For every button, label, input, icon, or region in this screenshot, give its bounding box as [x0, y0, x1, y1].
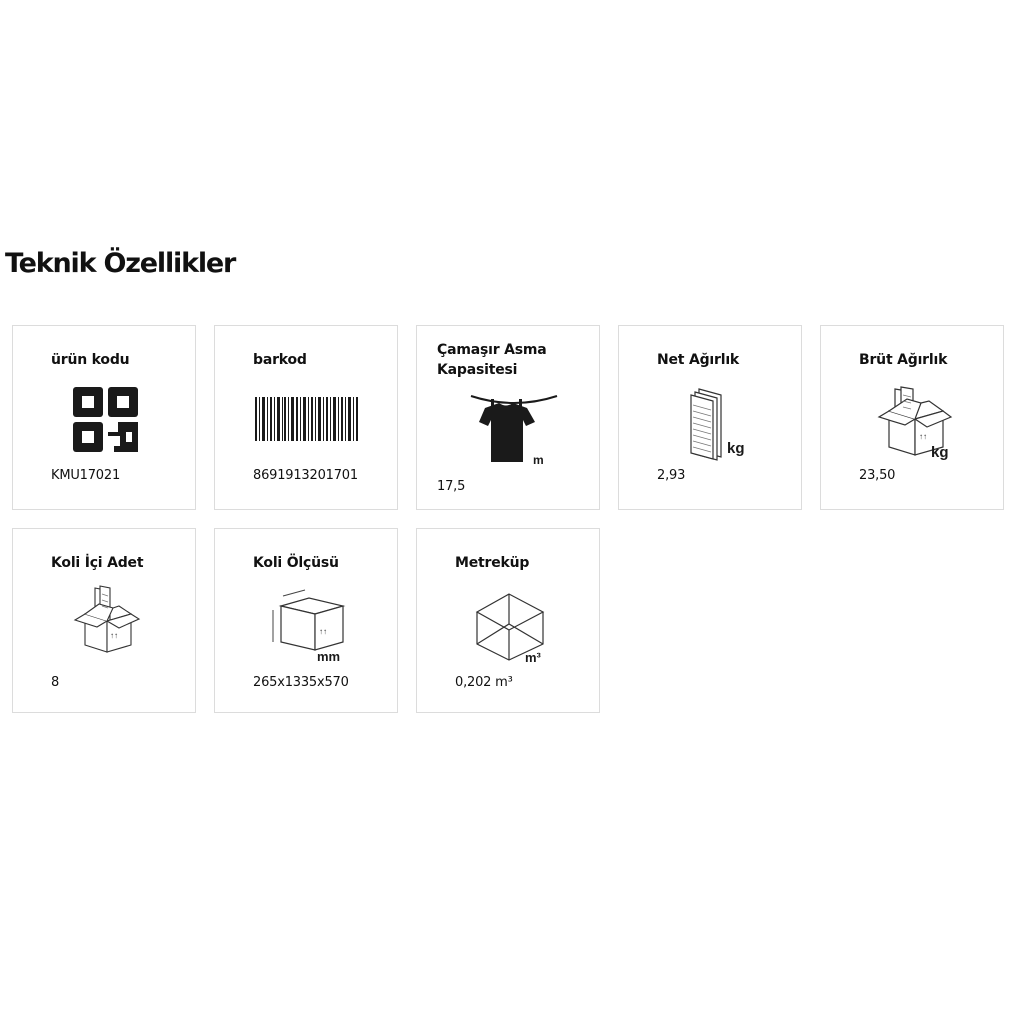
spec-value: 265x1335x570: [253, 675, 349, 690]
laundry-line-icon: [469, 388, 549, 468]
spec-value: 2,93: [657, 468, 686, 483]
svg-text:m³: m³: [525, 650, 541, 664]
svg-text:↑↑: ↑↑: [919, 432, 927, 441]
spec-label: Koli Ölçüsü: [253, 555, 339, 571]
volume-cube-icon: [473, 584, 553, 664]
spec-label: Brüt Ağırlık: [859, 352, 948, 368]
spec-card-urun-kodu: [12, 325, 196, 510]
spec-card-net-agirlik: [618, 325, 802, 510]
spec-value: 8691913201701: [253, 468, 358, 483]
spec-card-koli-ici-adet: [12, 528, 196, 713]
barcode-icon: [253, 381, 363, 461]
svg-text:mm: mm: [317, 649, 341, 664]
qr-code-icon: [65, 381, 145, 461]
weight-panels-icon: [685, 381, 765, 461]
spec-label: Koli İçi Adet: [51, 555, 144, 571]
svg-text:↑↑: ↑↑: [319, 627, 327, 636]
spec-label: ürün kodu: [51, 352, 130, 368]
box-dimensions-icon: [269, 584, 349, 664]
spec-value: KMU17021: [51, 468, 121, 483]
svg-text:kg: kg: [727, 440, 745, 457]
spec-value: 0,202 m³: [455, 675, 513, 690]
spec-value: 8: [51, 675, 60, 690]
spec-card-barkod: [214, 325, 398, 510]
spec-card-koli-olcusu: [214, 528, 398, 713]
spec-value: 23,50: [859, 468, 896, 483]
spec-label: Çamaşır Asma Kapasitesi: [437, 342, 547, 378]
svg-text:m: m: [533, 453, 544, 467]
spec-card-brut-agirlik: [820, 325, 1004, 510]
gross-weight-box-icon: [875, 381, 955, 461]
svg-text:kg: kg: [931, 444, 949, 461]
spec-card-camasir-asma-kapasitesi: [416, 325, 600, 510]
spec-label: barkod: [253, 352, 307, 368]
spec-card-metrekup: [416, 528, 600, 713]
page-title: Teknik Özellikler: [5, 248, 236, 279]
box-contents-icon: [69, 584, 149, 664]
spec-label: Metreküp: [455, 555, 530, 571]
spec-value: 17,5: [437, 479, 466, 494]
svg-text:↑↑: ↑↑: [110, 631, 118, 640]
spec-label: Net Ağırlık: [657, 352, 740, 368]
